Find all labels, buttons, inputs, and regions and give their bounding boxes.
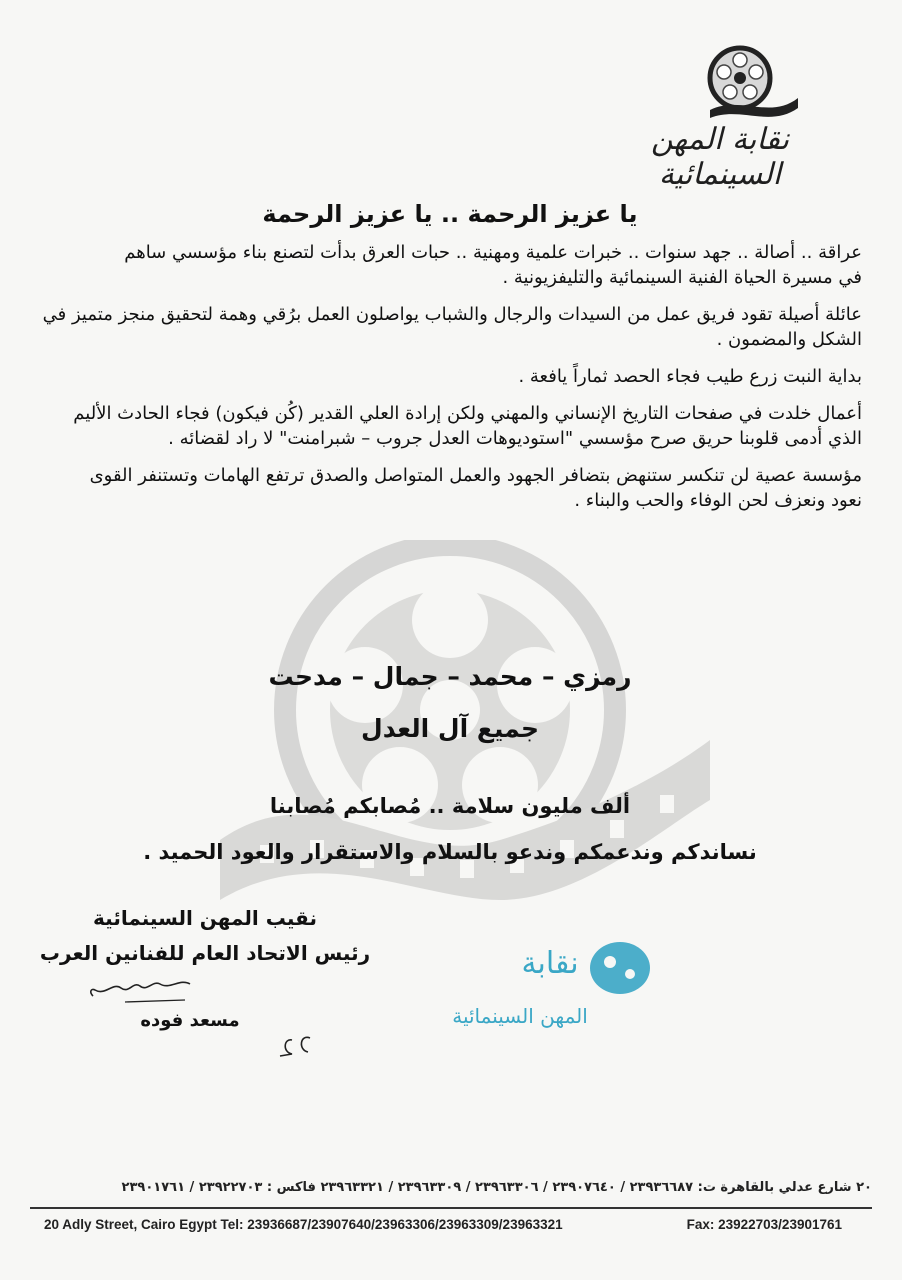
stamp-word-syndicate: نقابة — [521, 946, 579, 981]
footer-english-address: 20 Adly Street, Cairo Egypt Tel: 23936687/23907640/23963306/23963309/23963321 — [44, 1217, 563, 1232]
paragraph — [36, 401, 862, 451]
support-line: نساندكم وندعمكم وندعو بالسلام والاستقرار والعود الحميد . — [143, 840, 757, 864]
footer-arabic-address: ٢٠ شارع عدلي بالقاهرة ت: ٢٣٩٣٦٦٨٧ / ٢٣٩٠٧٦٤٠ / ٢٣٩٦٣٣٠٦ / ٢٣٩٦٣٣٠٩ / ٢٣٩٦٣٣٢١ فاكس : ٢٣٩٢٢٧٠٣ / ٢٣٩٠١٧٦١ — [121, 1180, 872, 1195]
syndicate-stamp — [400, 928, 660, 1048]
paragraph-line: أعمال خلدت في صفحات التاريخ الإنساني والمهني ولكن إرادة العلي القدير (كُن فيكون) فجاء الحادث الأليم — [73, 403, 862, 424]
paragraph-line: عراقة .. أصالة .. جهد سنوات .. خبرات علمية ومهنية .. حبات العرق بدأت لتصنع بناء مؤسسي ساهم — [124, 242, 862, 263]
handwritten-signature — [85, 972, 195, 1008]
brothers-names: رمزي – محمد – جمال – مدحت — [268, 662, 632, 691]
paragraph-line: نعود ونعزف لحن الوفاء والحب والبناء . — [574, 490, 862, 511]
paragraph-line: مؤسسة عصية لن تنكسر ستنهض بتضافر الجهود والعمل المتواصل والصدق ترتفع الهامات وتستنفر القوى — [89, 465, 862, 486]
syndicate-logo-text: نقابة المهن السينمائية — [650, 122, 790, 192]
signer-block — [30, 900, 380, 970]
paragraph-line: عائلة أصيلة تقود فريق عمل من السيدات والرجال والشباب يواصلون العمل برُقي وهمة لتحقيق منجز متميز في — [42, 304, 862, 325]
signer-role-syndicate: نقيب المهن السينمائية — [93, 906, 317, 930]
paragraph — [36, 240, 862, 290]
stamp-word-cinema: المهن السينمائية — [452, 1004, 588, 1028]
paragraph-line: بداية النبت زرع طيب فجاء الحصد ثماراً يافعة . — [518, 366, 862, 387]
footer-english — [44, 1217, 872, 1232]
letter-body — [36, 240, 862, 525]
paragraph-line: الذي أدمى قلوبنا حريق صرح مؤسسي "استوديوهات العدل جروب – شبرامنت" لا راد لقضائه . — [168, 428, 862, 449]
footer-divider — [30, 1207, 872, 1209]
paragraph — [36, 364, 862, 389]
paragraph-line: في مسيرة الحياة الفنية السينمائية والتليفزيونية . — [502, 267, 862, 288]
wishes-line: ألف مليون سلامة .. مُصابكم مُصابنا — [269, 794, 631, 818]
signer-name: مسعد فوده — [140, 1010, 240, 1031]
film-reel-logo-icon — [700, 40, 800, 120]
footer-english-fax: Fax: 23922703/23901761 — [686, 1217, 842, 1232]
handwritten-initials — [270, 1030, 320, 1060]
paragraph — [36, 302, 862, 352]
paragraph-line: الشكل والمضمون . — [716, 329, 862, 350]
letter-title: يا عزيز الرحمة .. يا عزيز الرحمة — [262, 200, 638, 228]
signer-role-union: رئيس الاتحاد العام للفنانين العرب — [39, 941, 371, 965]
family-name: جميع آل العدل — [361, 714, 539, 743]
paragraph — [36, 463, 862, 513]
